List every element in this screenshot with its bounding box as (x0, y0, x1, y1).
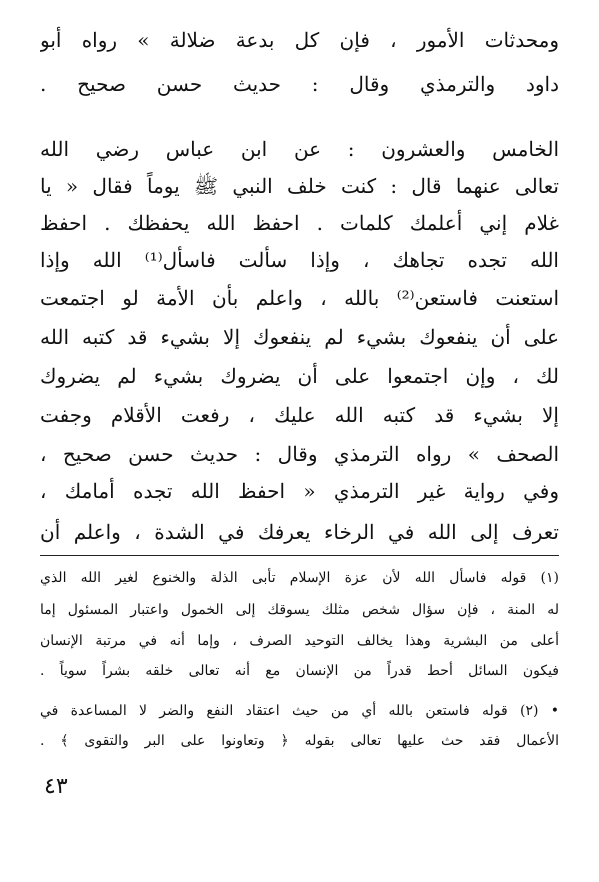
text-line: استعنت فاستعن⁽²⁾ بالله ، واعلم بأن الأمة لو اجتمعت (40, 286, 559, 310)
text-line: لك ، وإن اجتمعوا على أن يضروك بشيء لم يضروك (40, 364, 559, 388)
text-line: الصحف » رواه الترمذي وقال : حديث حسن صحيح ، (40, 442, 559, 466)
section-heading-line: الخامس والعشرون : عن ابن عباس رضي الله (40, 137, 559, 161)
footnote-line: له المنة ، فإن سؤال شخص مثلك يسوقك إلى الخمول واعتبار المسئول إما (40, 602, 559, 618)
footnote-line: فيكون السائل أحط قدراً من الإنسان مع أنه تعالى خلقه بشراً سوياً . (40, 663, 559, 679)
text-line: إلا بشيء قد كتبه الله عليك ، رفعت الأقلام وجفت (40, 403, 559, 427)
text-line: تعرف إلى الله في الرخاء يعرفك في الشدة ، واعلم أن (40, 520, 559, 544)
text-line: على أن ينفعوك بشيء لم ينفعوك إلا بشيء قد كتبه الله (40, 325, 559, 349)
footnote-line: • (٢) قوله فاستعن بالله أي من حيث اعتقاد النفع والضر لا المساعدة في (40, 703, 559, 719)
footnote-separator (40, 555, 559, 556)
text-line: الله تجده تجاهك ، وإذا سألت فاسأل⁽¹⁾ الله وإذا (40, 248, 559, 272)
text-line: ومحدثات الأمور ، فإن كل بدعة ضلالة » رواه أبو (40, 28, 559, 52)
footnote-line: (١) قوله فاسأل الله لأن عزة الإسلام تأبى الذلة والخنوع لغير الله الذي (40, 570, 559, 586)
text-line: وفي رواية غير الترمذي « احفظ الله تجده أمامك ، (40, 479, 559, 503)
footnote-line: أعلى من البشرية وهذا يخالف التوحيد الصرف ، وإما أنه في مرتبة الإنسان (40, 633, 559, 649)
text-line: غلام إني أعلمك كلمات . احفظ الله يحفظك . احفظ (40, 211, 559, 235)
text-line: تعالى عنهما قال : كنت خلف النبي ﷺ يوماً فقال « يا (40, 174, 559, 198)
text-line: داود والترمذي وقال : حديث حسن صحيح . (40, 72, 559, 96)
page-number: ٤٣ (44, 774, 68, 799)
footnote-line: الأعمال فقد حث عليها تعالى بقوله ﴿ وتعاونوا على البر والتقوى ﴾ . (40, 733, 559, 749)
